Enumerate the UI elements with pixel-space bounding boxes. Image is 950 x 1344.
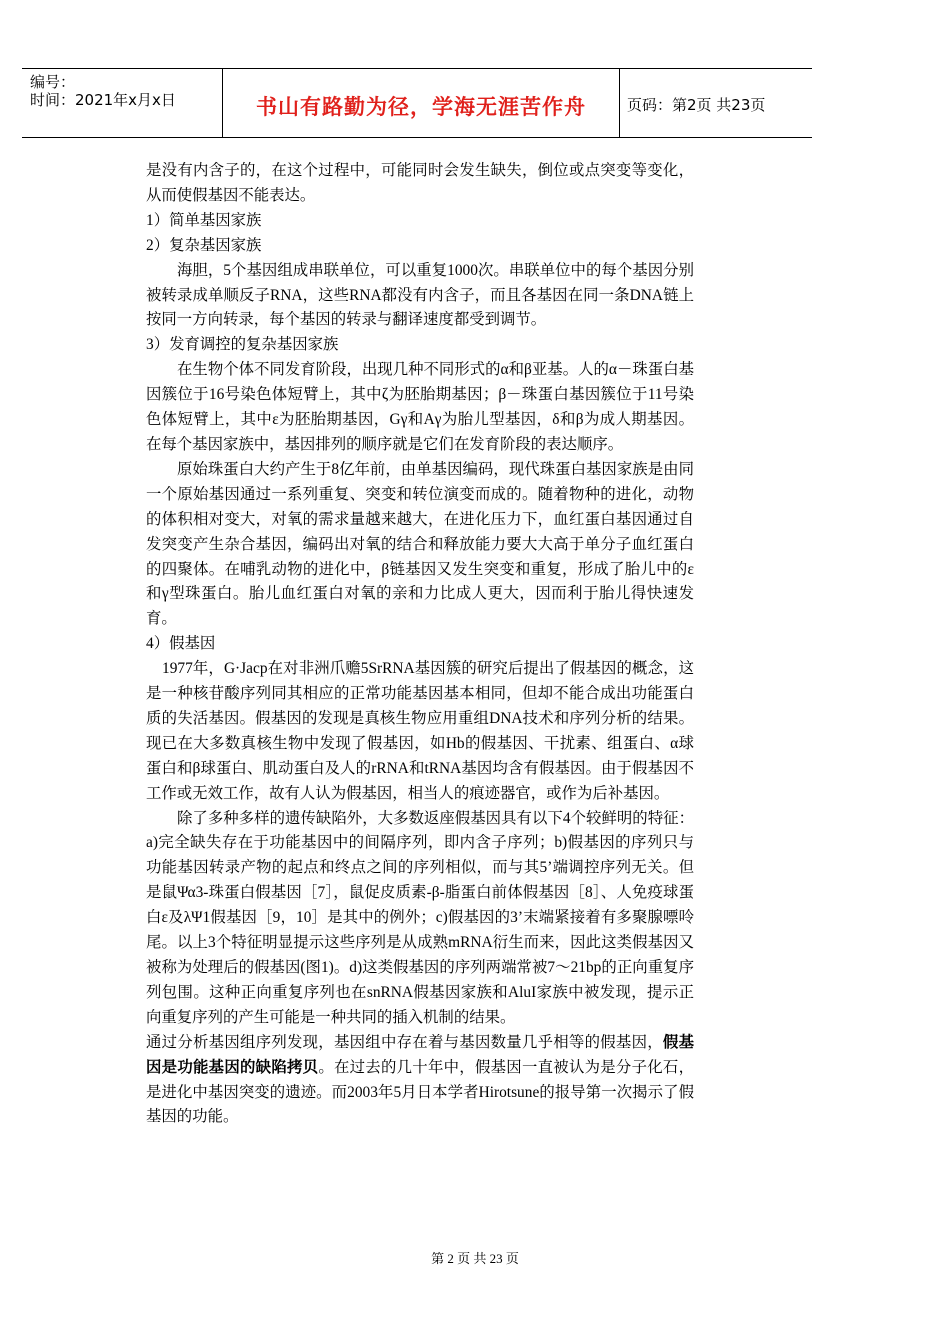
list-item-heading: 1）简单基因家族 [146,211,262,229]
header-motto-cell [222,69,620,137]
paragraph: 1977年，G·Jacp在对非洲爪赡5SrRNA基因簇的研究后提出了假基因的概念，这是一种核苷酸序列同其相应的正常功能基因基本相同，但却不能合成出功能蛋白质的失活基因。假基因的发现是真核生物应用重组DNA技术和序列分析的结果。现已在大多数真核生物中发现了假基因，如Hb的假基因、干扰素、组蛋白、α球蛋白和β球蛋白、肌动蛋白及人的rRNA和tRNA基因均含有假基因。由于假基因不工作或无效工作，故有人认为假基因，相当人的痕迹器官，或作为后补基因。 [146,660,694,802]
paragraph: 除了多种多样的遗传缺陷外，大多数返座假基因具有以下4个较鲜明的特征：a)完全缺失存在于功能基因中的间隔序列，即内含子序列；b)假基因的序列只与功能基因转录产物的起点和终点之间的序列相似，而与其5’端调控序列无关。但是鼠Ψα3-珠蛋白假基因［7］，鼠促皮质素-β-脂蛋白前体假基因［8］、人免疫球蛋白ε及λΨ1假基因［9，10］是其中的例外；c)假基因的3’末端紧接着有多聚腺嘌呤尾。以上3个特征明显提示这些序列是从成熟mRNA衍生而来，因此这类假基因又被称为处理后的假基因(图1)。d)这类假基因的序列两端常被7～21bp的正向重复序列包围。这种正向重复序列也在snRNA假基因家族和AluI家族中被发现，提示正向重复序列的产生可能是一种共同的插入机制的结果。 [146,809,694,1026]
bold-emphasis: 假基因是功能基因的缺陷拷贝 [146,1033,694,1076]
list-item-heading: 3）发育调控的复杂基因家族 [146,336,339,354]
paragraph-with-emphasis [146,1031,694,1131]
paragraph: 在生物个体不同发育阶段，出现几种不同形式的α和β亚基。人的α－珠蛋白基因簇位于16号染色体短臂上，其中ζ为胚胎期基因；β－珠蛋白基因簇位于11号染色体短臂上，其中ε为胚胎期基因，Gγ和Aγ为胎儿型基因，δ和β为成人期基因。在每个基因家族中，基因排列的顺序就是它们在发育阶段的表达顺序。 [146,361,694,453]
document-number-label: 编号： [30,73,76,91]
document-time-label: 时间：2021年x月x日 [30,91,176,109]
paragraph: 海胆，5个基因组成串联单位，可以重复1000次。串联单位中的每个基因分别被转录成单顺反子RNA，这些RNA都没有内含子，而且各基因在同一条DNA链上按同一方向转录，每个基因的转录与翻译速度都受到调节。 [146,261,694,329]
header-meta-cell [22,69,222,137]
header-page-cell [619,69,812,137]
header-page-info: 页码：第2页 共23页 [627,96,766,114]
page-header [22,68,812,138]
paragraph-text: 通过分析基因组序列发现，基因组中存在着与基因数量几乎相等的假基因， [146,1033,663,1051]
page-footer: 第 2 页 共 23 页 [431,1251,519,1266]
list-item-heading: 2）复杂基因家族 [146,236,262,254]
paragraph-text: 。在过去的几十年中，假基因一直被认为是分子化石，是进化中基因突变的遗迹。而2003年5月日本学者Hirotsune的报导第一次揭示了假基因的功能。 [146,1058,694,1126]
paragraph: 原始珠蛋白大约产生于8亿年前，由单基因编码，现代珠蛋白基因家族是由同一个原始基因通过一系列重复、突变和转位演变而成的。随着物种的进化，动物的体积相对变大，对氧的需求量越来越大，在进化压力下，血红蛋白基因通过自发突变产生杂合基因，编码出对氧的结合和释放能力要大大高于单分子血红蛋白的四聚体。在哺乳动物的进化中，β链基因又发生突变和重复，形成了胎儿中的ε和γ型珠蛋白。胎儿血红蛋白对氧的亲和力比成人更大，因而利于胎儿得快速发育。 [146,460,694,628]
list-item-heading: 4）假基因 [146,635,216,653]
document-body [146,159,694,1130]
paragraph: 是没有内含子的，在这个过程中，可能同时会发生缺失，倒位或点突变等变化，从而使假基因不能表达。 [146,162,694,204]
header-motto: 书山有路勤为径，学海无涯苦作舟 [256,95,586,119]
